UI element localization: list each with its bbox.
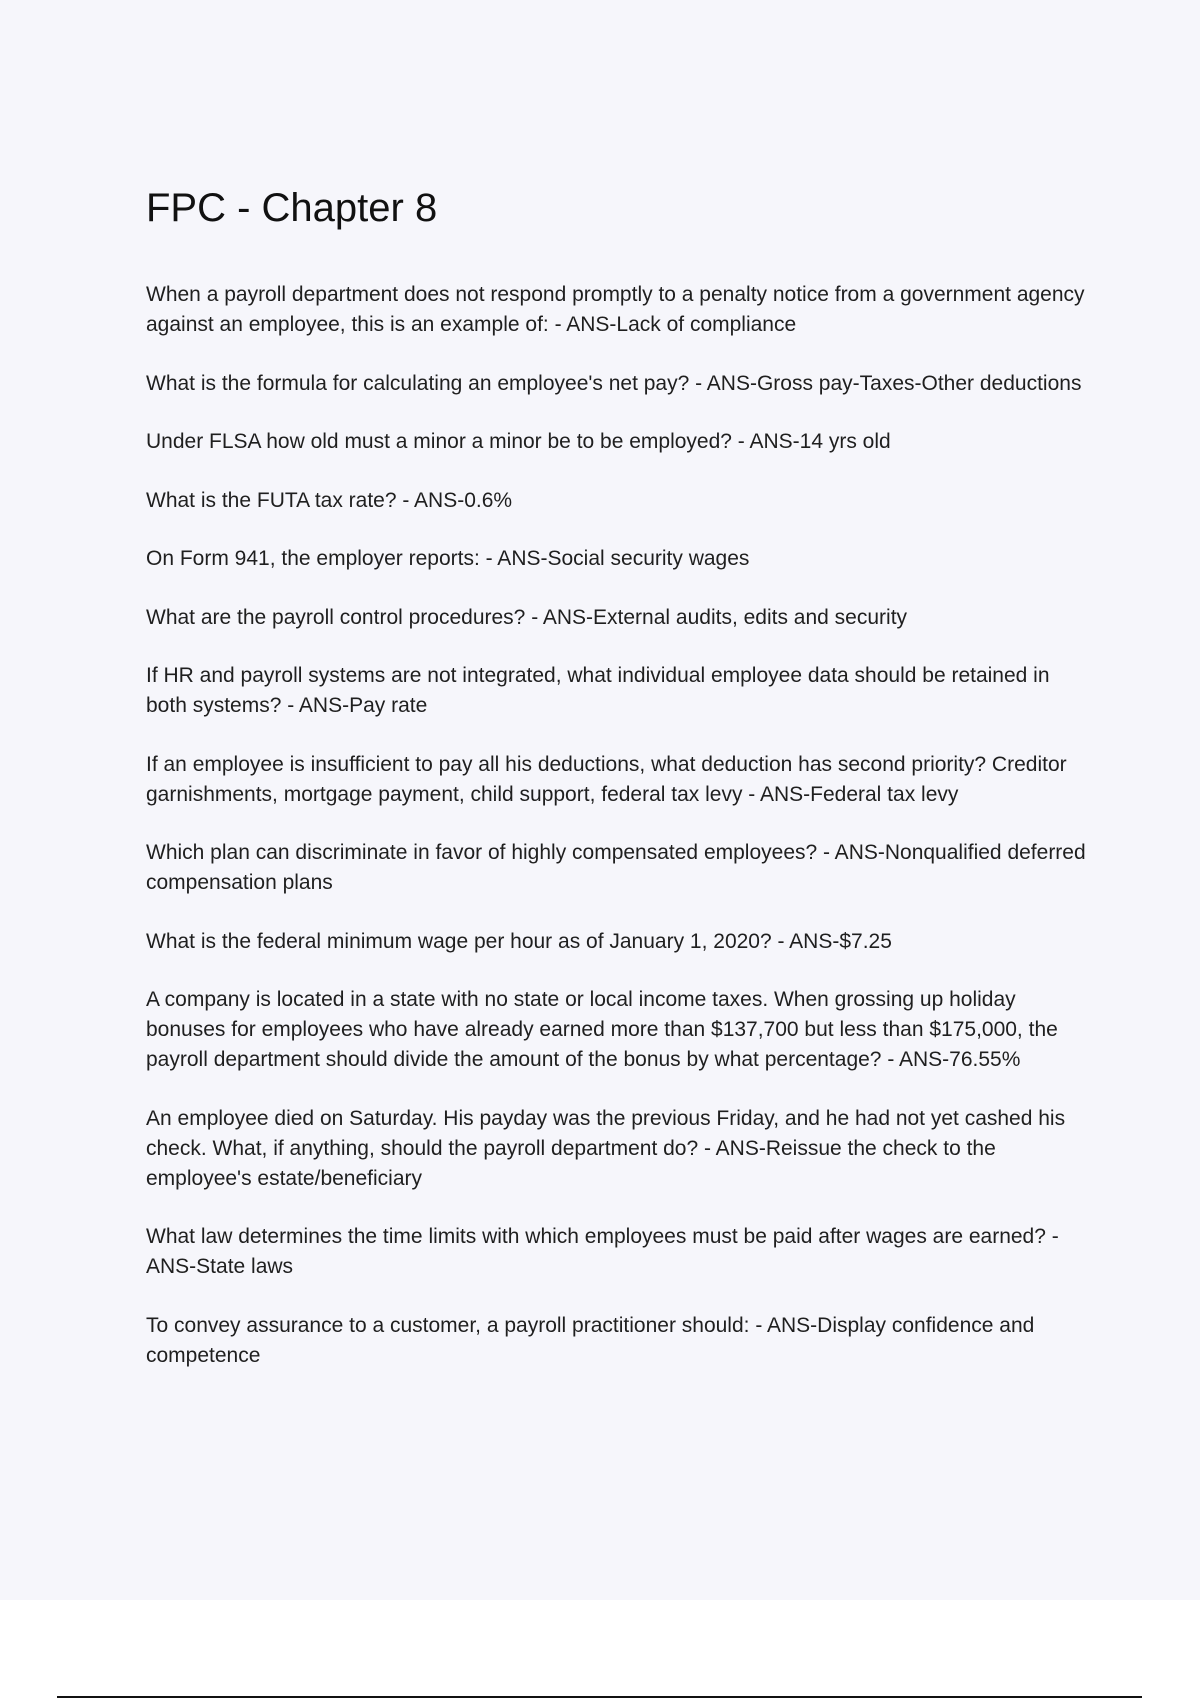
qa-item: A company is located in a state with no state or local income taxes. When grossing up holiday bonuses for employees who have already earned more than $137,700 but less than $175,000, the payroll department should divide the amount of the bonus by what percentage? - ANS-76.55% [146, 988, 1058, 1071]
qa-item: An employee died on Saturday. His payday was the previous Friday, and he had not yet cashed his check. What, if anything, should the payroll department do? - ANS-Reissue the check to the employee's estate/beneficiary [146, 1106, 1066, 1190]
footer-divider [57, 1696, 1142, 1698]
qa-item: If HR and payroll systems are not integrated, what individual employee data should be retained in both systems? - ANS-Pay rate [146, 664, 1050, 717]
qa-item: What law determines the time limits with which employees must be paid after wages are earned? - ANS-State laws [146, 1225, 1059, 1278]
qa-item: To convey assurance to a customer, a payroll practitioner should: - ANS-Display confidence and competence [146, 1313, 1035, 1367]
qa-item: On Form 941, the employer reports: - ANS-Social security wages [146, 547, 750, 570]
qa-item: What is the FUTA tax rate? - ANS-0.6% [146, 488, 513, 512]
qa-item: If an employee is insufficient to pay all his deductions, what deduction has second priority? Creditor garnishments, mortgage payment, child support, federal tax levy - ANS-Federal tax levy [146, 752, 1067, 806]
qa-item: Under FLSA how old must a minor a minor be to be employed? - ANS-14 yrs old [146, 430, 891, 453]
qa-item: What are the payroll control procedures? - ANS-External audits, edits and security [146, 605, 908, 629]
qa-list [146, 280, 1096, 1399]
qa-item: When a payroll department does not respond promptly to a penalty notice from a government agency against an employee, this is an example of: - ANS-Lack of compliance [146, 283, 1085, 336]
qa-item: What is the formula for calculating an employee's net pay? - ANS-Gross pay-Taxes-Other deductions [146, 371, 1082, 395]
qa-item: What is the federal minimum wage per hour as of January 1, 2020? - ANS-$7.25 [146, 929, 892, 953]
qa-item: Which plan can discriminate in favor of highly compensated employees? - ANS-Nonqualified deferred compensation plans [146, 841, 1086, 894]
document-title: FPC - Chapter 8 [146, 186, 438, 230]
